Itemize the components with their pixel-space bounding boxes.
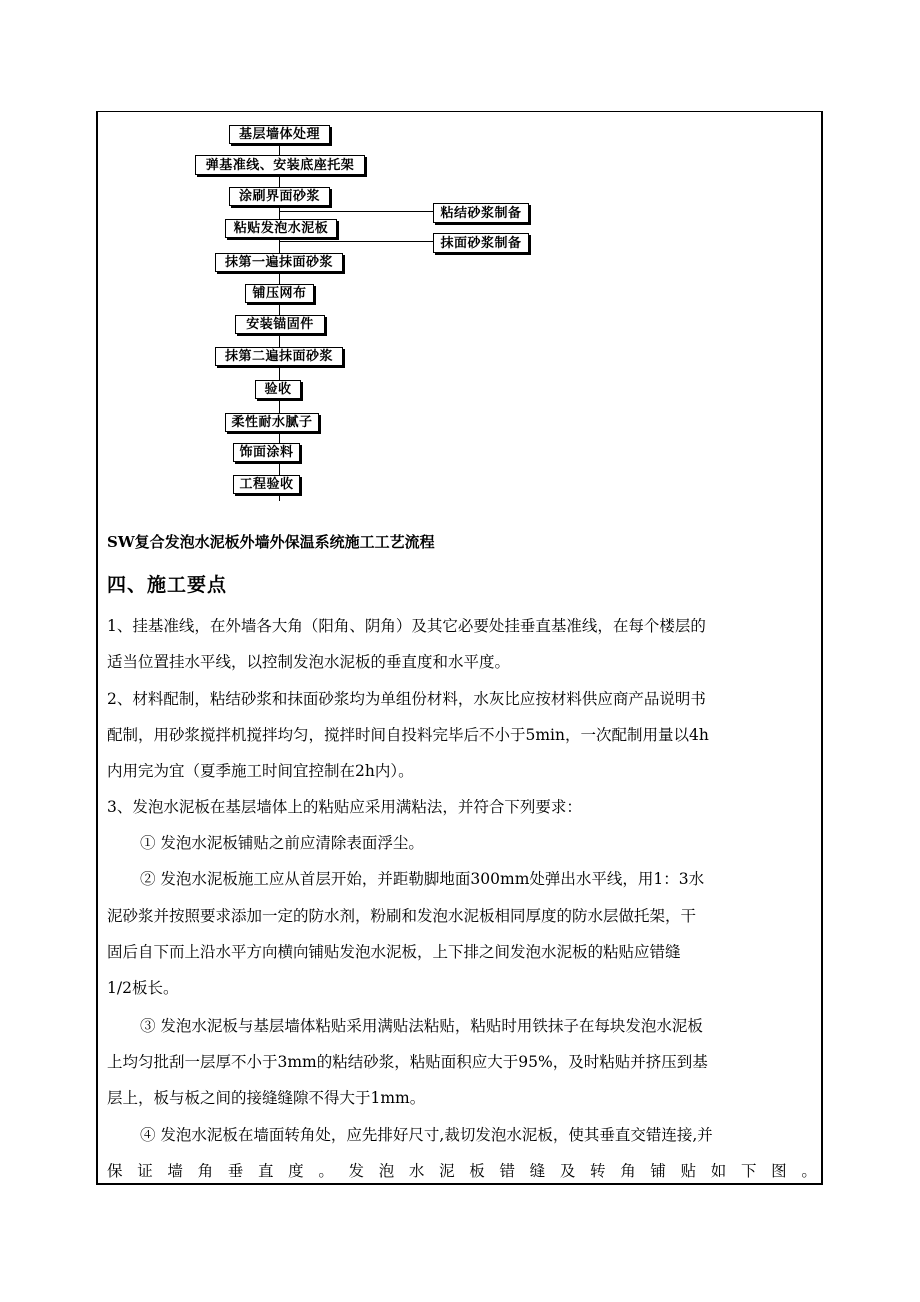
justified-char: 转 [590, 1162, 606, 1180]
paragraph-line: ④ 发泡水泥板在墙面转角处，应先排好尺寸,裁切发泡水泥板，使其垂直交错连接,并 [140, 1126, 713, 1144]
justified-char: 角 [197, 1162, 214, 1180]
flow-step: 工程验收 [233, 475, 300, 494]
paragraph-line: 内用完为宜（夏季施工时间宜控制在2h内）。 [107, 762, 414, 780]
section-title: 四、施工要点 [107, 574, 228, 596]
justified-char: 铺 [650, 1162, 666, 1180]
justified-char: 下 [740, 1162, 757, 1180]
paragraph-line: 3、发泡水泥板在基层墙体上的粘贴应采用满粘法，并符合下列要求： [107, 798, 582, 816]
paragraph-line: 层上，板与板之间的接缝缝隙不得大于1mm。 [107, 1089, 426, 1107]
side-step: 粘结砂浆制备 [433, 203, 529, 223]
justified-char: 贴 [680, 1162, 697, 1180]
justified-char: 保 [107, 1162, 123, 1180]
justified-char: 泡 [378, 1162, 395, 1180]
justified-char: 缝 [529, 1162, 546, 1180]
justified-char: 如 [710, 1162, 727, 1180]
paragraph-line: 上均匀批刮一层厚不小于3mm的粘结砂浆，粘贴面积应大于95%，及时粘贴并挤压到基 [107, 1053, 708, 1071]
flow-step: 涂刷界面砂浆 [229, 187, 330, 206]
branch-line [279, 211, 433, 212]
justified-char: 发 [348, 1162, 365, 1180]
justified-char: 。 [318, 1162, 334, 1180]
justified-char: 图 [771, 1162, 787, 1180]
flow-step: 弹基准线、安装底座托架 [195, 155, 365, 175]
justified-char: 水 [408, 1162, 425, 1180]
justified-char: 角 [620, 1162, 636, 1180]
paragraph-line: ② 发泡水泥板施工应从首层开始，并距勒脚地面300mm处弹出水平线，用1：3水 [140, 870, 705, 888]
paragraph-line: 配制，用砂浆搅拌机搅拌均匀，搅拌时间自投料完毕后不小于5min，一次配制用量以4h [107, 726, 709, 744]
paragraph-line: 2、材料配制，粘结砂浆和抹面砂浆均为单组份材料，水灰比应按材料供应商产品说明书 [107, 690, 706, 708]
justified-char: 直 [257, 1162, 274, 1180]
paragraph-line: 1、挂基准线，在外墙各大角（阳角、阴角）及其它必要处挂垂直基准线，在每个楼层的 [107, 617, 706, 635]
branch-line [279, 241, 433, 242]
paragraph-line: ③ 发泡水泥板与基层墙体粘贴采用满贴法粘贴，粘贴时用铁抹子在每块发泡水泥板 [140, 1017, 703, 1035]
flowchart-caption: SW复合发泡水泥板外墙外保温系统施工工艺流程 [107, 533, 435, 551]
paragraph-line-justified [107, 1159, 817, 1181]
flow-step: 安装锚固件 [235, 315, 325, 334]
flow-step: 基层墙体处理 [229, 125, 330, 144]
paragraph-line: 泥砂浆并按照要求添加一定的防水剂，粉刷和发泡水泥板相同厚度的防水层做托架，干 [107, 907, 697, 925]
paragraph-line: 1/2板长。 [107, 979, 179, 997]
flow-step: 抹第二遍抹面砂浆 [215, 347, 343, 366]
flow-step: 饰面涂料 [233, 443, 300, 462]
side-step: 抹面砂浆制备 [433, 233, 529, 253]
justified-char: 。 [801, 1162, 817, 1180]
justified-char: 错 [499, 1162, 515, 1180]
justified-char: 度 [288, 1162, 304, 1180]
paragraph-line: ① 发泡水泥板铺贴之前应清除表面浮尘。 [140, 834, 424, 852]
justified-char: 墙 [167, 1162, 183, 1180]
justified-char: 证 [137, 1162, 153, 1180]
paragraph-line: 适当位置挂水平线，以控制发泡水泥板的垂直度和水平度。 [107, 653, 511, 671]
flow-step: 柔性耐水腻子 [225, 413, 319, 432]
justified-char: 板 [469, 1162, 485, 1180]
flow-step: 粘贴发泡水泥板 [225, 219, 337, 238]
flow-step: 铺压网布 [245, 284, 314, 303]
flow-step: 验收 [255, 380, 301, 399]
paragraph-line: 固后自下而上沿水平方向横向铺贴发泡水泥板，上下排之间发泡水泥板的粘贴应错缝 [107, 943, 681, 961]
justified-char: 垂 [227, 1162, 244, 1180]
justified-char: 及 [559, 1162, 576, 1180]
justified-char: 泥 [439, 1162, 455, 1180]
flow-step: 抹第一遍抹面砂浆 [215, 253, 343, 272]
